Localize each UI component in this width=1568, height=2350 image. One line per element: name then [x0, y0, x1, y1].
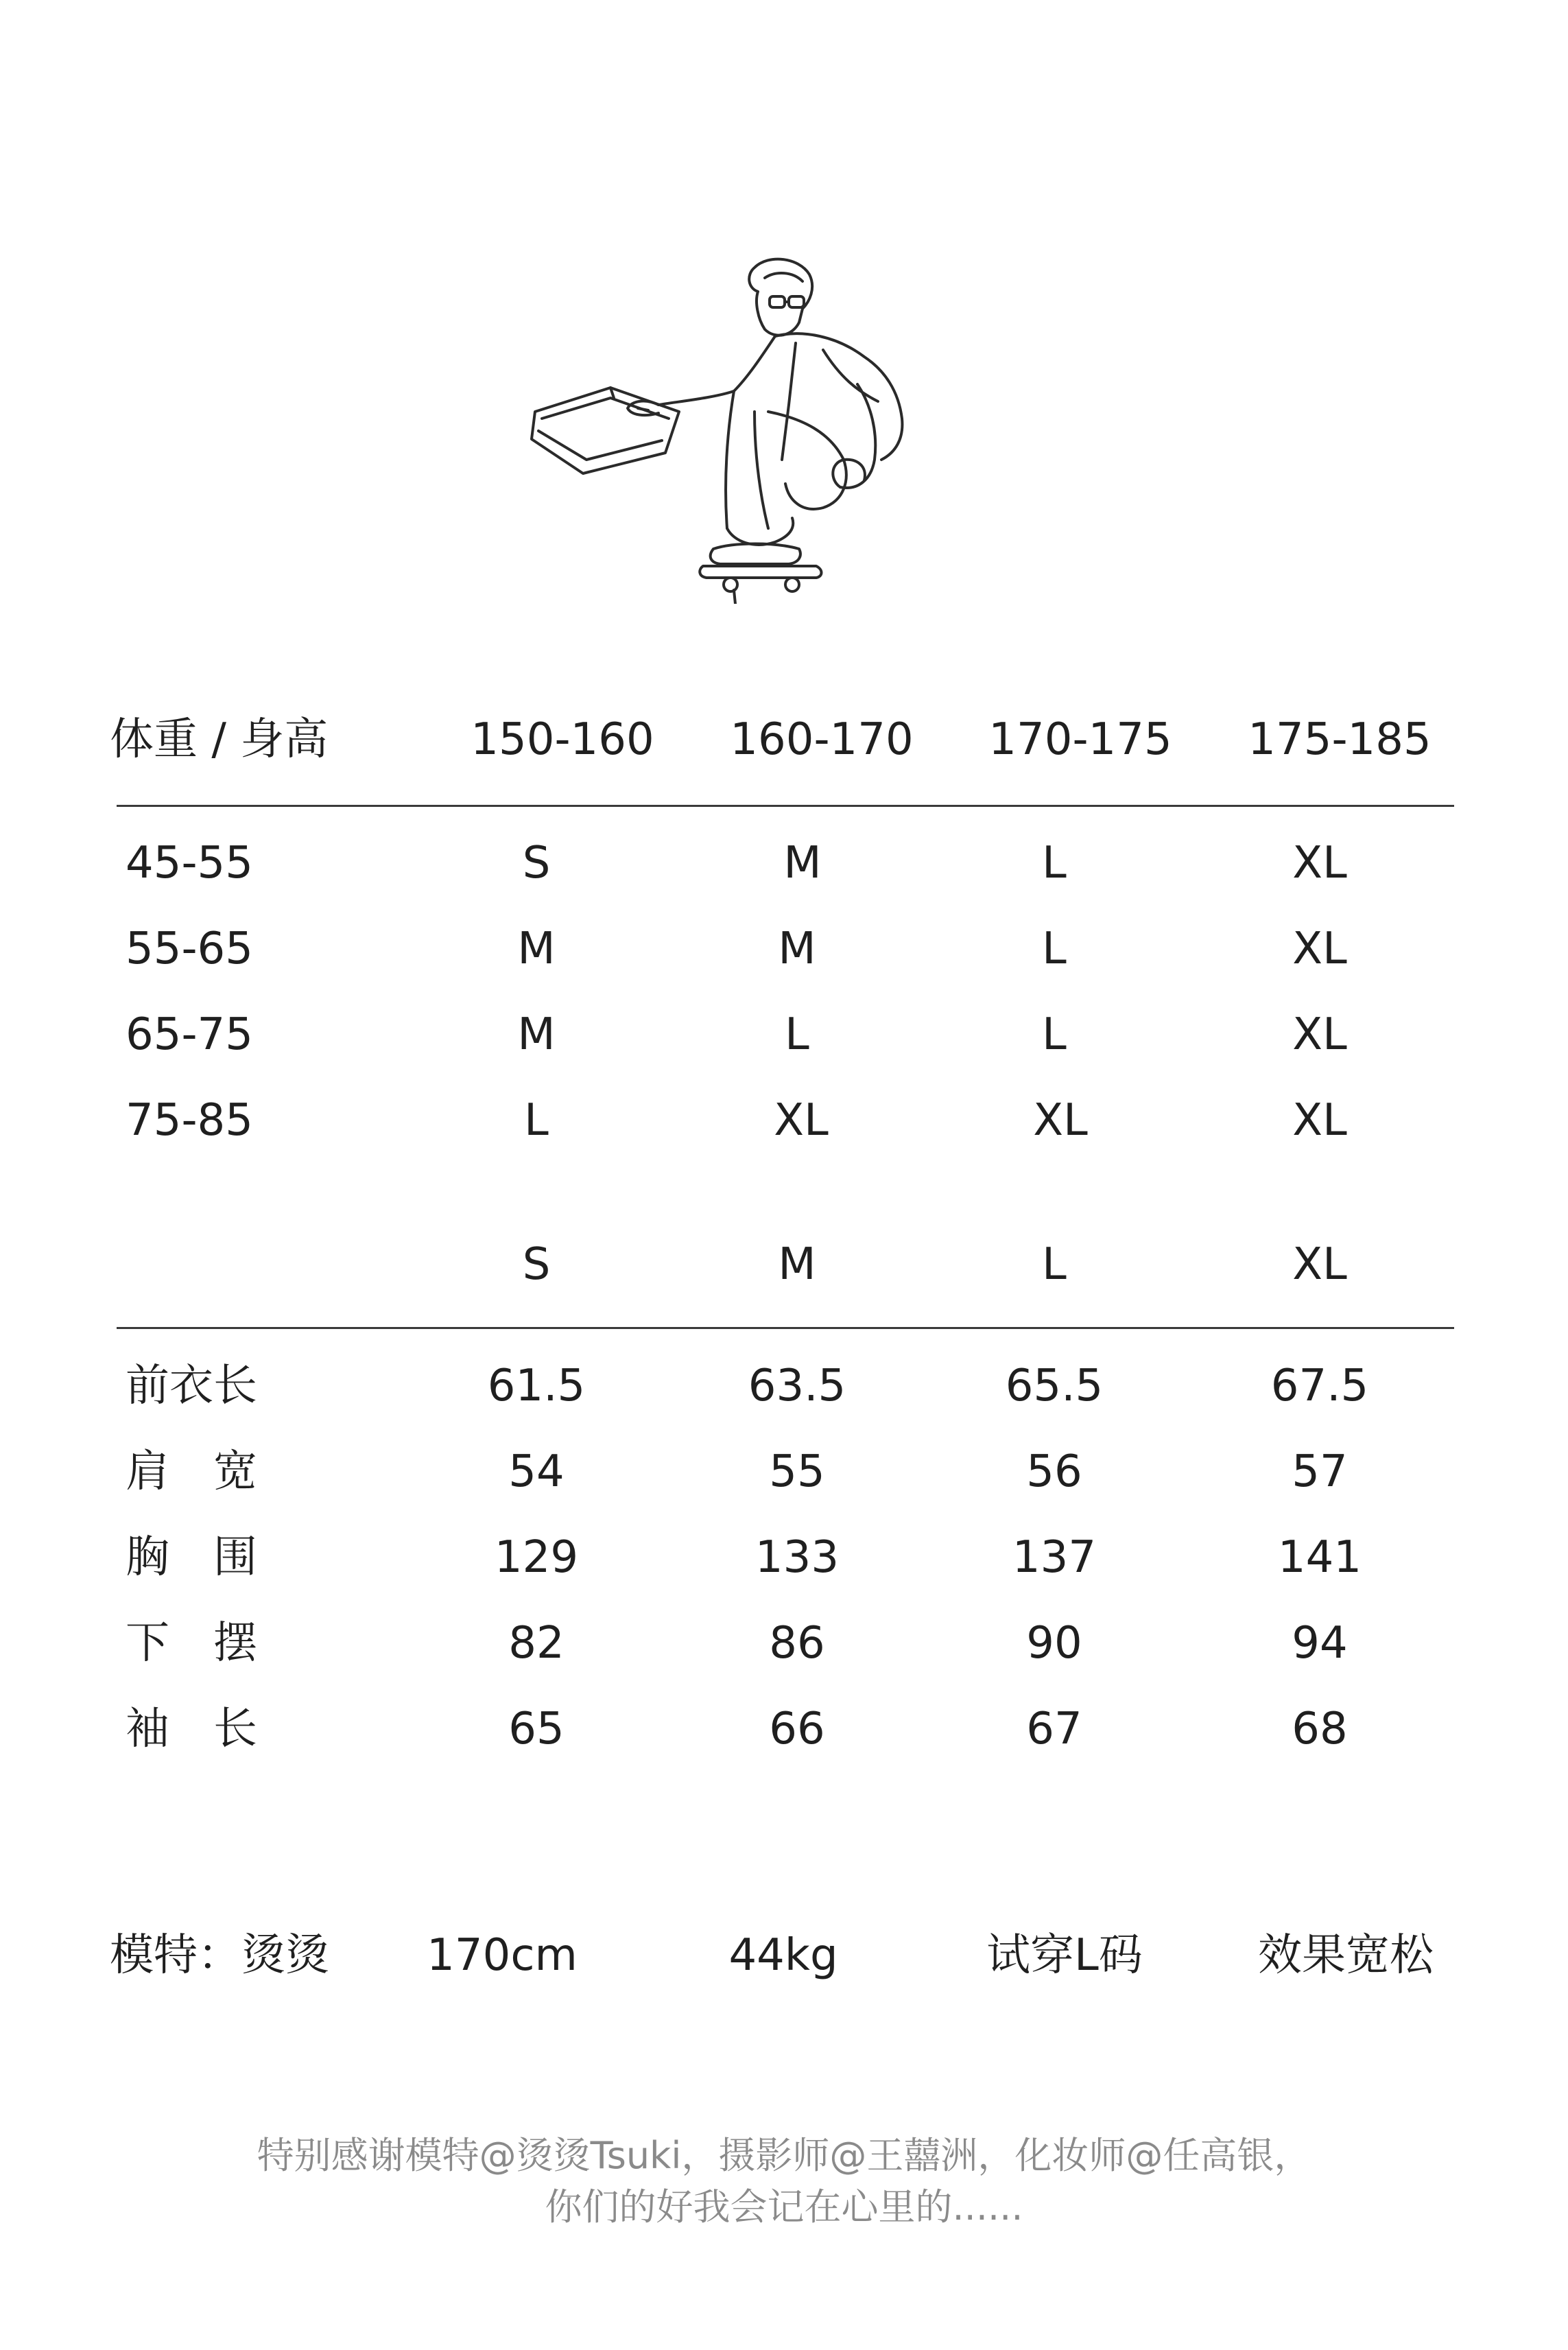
measurement-value: 55	[769, 1446, 825, 1497]
measurement-label: 袖长	[126, 1704, 301, 1754]
model-size-tried: 试穿L码	[986, 1930, 1143, 1981]
measurement-size-header: XL	[1292, 1239, 1347, 1290]
measurement-value: 66	[769, 1704, 825, 1754]
measurement-value: 68	[1292, 1704, 1348, 1754]
height-column-header: 175-185	[1248, 714, 1432, 765]
credits-line-1: 特别感谢模特@烫烫Tsuki，摄影师@王囍洲，化妆师@任高银，	[257, 2134, 1311, 2177]
height-column-header: 170-175	[988, 714, 1172, 765]
measurement-value: 137	[1012, 1532, 1097, 1583]
measurement-value: 67	[1026, 1704, 1082, 1754]
measurement-value: 61.5	[487, 1361, 586, 1411]
size-chart-header-label: 体重 / 身高	[110, 714, 329, 765]
model-fit: 效果宽松	[1258, 1930, 1434, 1981]
measurement-value: 57	[1292, 1446, 1348, 1497]
weight-label: 55-65	[126, 924, 253, 974]
model-height: 170cm	[427, 1930, 578, 1981]
size-cell: XL	[1292, 1009, 1347, 1060]
measurements-divider	[117, 1327, 1454, 1329]
measurement-value: 86	[769, 1618, 825, 1669]
size-cell: XL	[1292, 1095, 1347, 1146]
measurement-value: 133	[755, 1532, 840, 1583]
size-cell: M	[783, 838, 822, 889]
measurement-label: 肩宽	[126, 1446, 301, 1497]
weight-label: 75-85	[126, 1095, 253, 1146]
size-cell: L	[524, 1095, 549, 1146]
measurement-value: 129	[494, 1532, 579, 1583]
measurement-size-header: L	[1042, 1239, 1067, 1290]
size-cell: XL	[1292, 838, 1347, 889]
size-cell: L	[1042, 924, 1067, 974]
measurement-size-header: S	[522, 1239, 551, 1290]
size-cell: M	[517, 1009, 556, 1060]
measurement-value: 65	[508, 1704, 565, 1754]
size-cell: L	[1042, 1009, 1067, 1060]
measurement-value: 94	[1292, 1618, 1348, 1669]
size-cell: XL	[1292, 924, 1347, 974]
measurement-value: 56	[1026, 1446, 1082, 1497]
size-cell: L	[1042, 838, 1067, 889]
size-cell: S	[522, 838, 551, 889]
model-label: 模特：烫烫	[110, 1930, 329, 1981]
measurement-value: 90	[1026, 1618, 1082, 1669]
measurement-value: 54	[508, 1446, 565, 1497]
measurement-label: 胸围	[126, 1532, 301, 1583]
measurement-label: 前衣长	[126, 1361, 257, 1411]
credits-line-2: 你们的好我会记在心里的......	[545, 2185, 1023, 2229]
measurement-value: 141	[1277, 1532, 1362, 1583]
height-column-header: 160-170	[730, 714, 914, 765]
size-cell: M	[778, 924, 816, 974]
size-cell: XL	[774, 1095, 829, 1146]
size-cell: XL	[1033, 1095, 1088, 1146]
size-cell: M	[517, 924, 556, 974]
model-weight: 44kg	[728, 1930, 838, 1981]
height-column-header: 150-160	[471, 714, 654, 765]
measurement-value: 65.5	[1005, 1361, 1104, 1411]
size-cell: L	[785, 1009, 809, 1060]
weight-label: 45-55	[126, 838, 253, 889]
weight-label: 65-75	[126, 1009, 253, 1060]
header-divider	[117, 805, 1454, 807]
measurement-value: 63.5	[748, 1361, 846, 1411]
measurement-value: 82	[508, 1618, 565, 1669]
skateboarder-illustration-icon	[528, 254, 940, 604]
measurement-size-header: M	[778, 1239, 816, 1290]
measurement-label: 下摆	[126, 1618, 301, 1669]
measurement-value: 67.5	[1270, 1361, 1369, 1411]
